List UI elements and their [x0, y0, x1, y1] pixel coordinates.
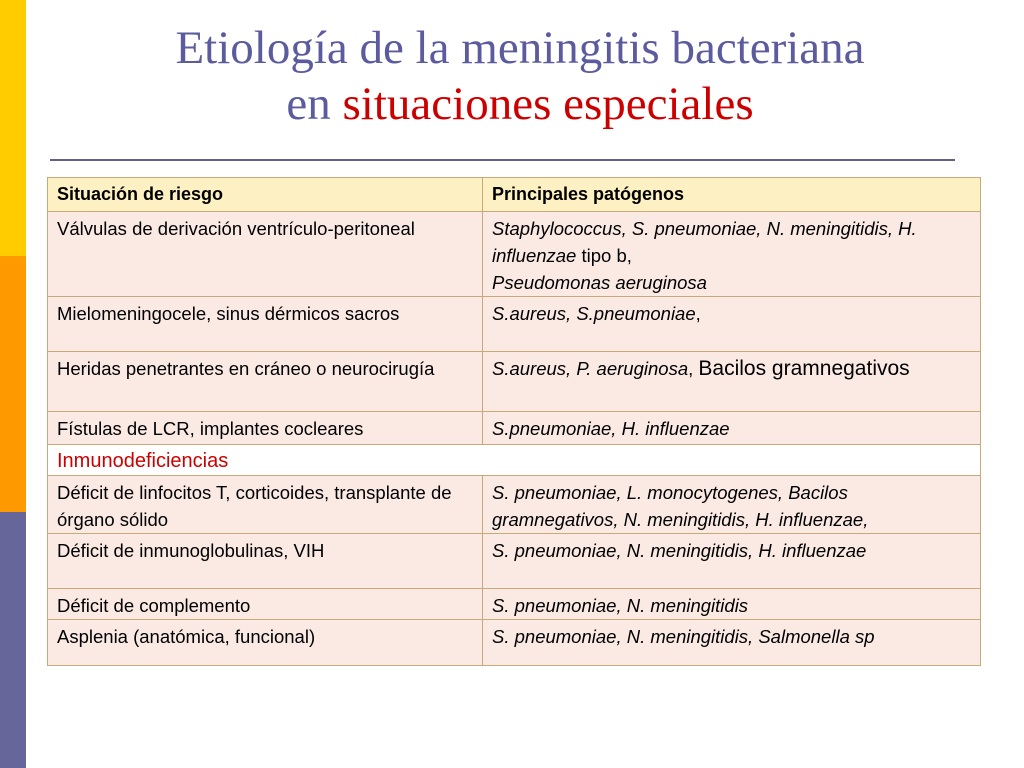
slide-sidebar-stripe	[0, 0, 26, 768]
cell-patogenos	[483, 297, 981, 352]
sidebar-stripe-yellow	[0, 0, 26, 256]
cell-situacion: Fístulas de LCR, implantes cocleares	[48, 412, 483, 445]
patogenos-note: ,	[695, 303, 701, 324]
patogenos-extra: Bacilos gramnegativos	[698, 357, 910, 380]
patogenos-note: tipo b,	[576, 245, 632, 266]
title-line-1: Etiología de la meningitis bacteriana	[175, 22, 865, 74]
sidebar-stripe-orange	[0, 256, 26, 512]
table-row	[48, 589, 981, 620]
section-row	[48, 445, 981, 476]
cell-patogenos	[483, 352, 981, 412]
table-header-row	[48, 178, 981, 212]
patogenos-extra: Pseudomonas aeruginosa	[492, 272, 707, 293]
title-line-2	[60, 76, 980, 132]
cell-situacion: Mielomeningocele, sinus dérmicos sacros	[48, 297, 483, 352]
title-highlight: situaciones especiales	[342, 78, 754, 130]
pathogen-table	[47, 177, 981, 666]
header-patogenos: Principales patógenos	[483, 178, 981, 212]
patogenos-main: S.aureus, P. aeruginosa	[492, 358, 689, 379]
cell-patogenos: S. pneumoniae, N. meningitidis	[483, 589, 981, 620]
cell-situacion: Déficit de complemento	[48, 589, 483, 620]
cell-patogenos: S. pneumoniae, N. meningitidis, H. influenzae	[483, 534, 981, 589]
cell-patogenos: S. pneumoniae, L. monocytogenes, Bacilos gramnegativos, N. meningitidis, H. influenzae,	[483, 476, 981, 534]
cell-situacion: Heridas penetrantes en cráneo o neurocirugía	[48, 352, 483, 412]
table-row	[48, 412, 981, 445]
slide-title	[60, 20, 980, 132]
cell-situacion: Asplenia (anatómica, funcional)	[48, 620, 483, 666]
cell-situacion: Déficit de inmunoglobulinas, VIH	[48, 534, 483, 589]
patogenos-main: Staphylococcus, S. pneumoniae, N. meningitidis, H. influenzae	[492, 218, 917, 266]
table-row	[48, 212, 981, 297]
table-row	[48, 352, 981, 412]
cell-situacion: Válvulas de derivación ventrículo-peritoneal	[48, 212, 483, 297]
title-divider	[50, 159, 955, 161]
cell-patogenos: S. pneumoniae, N. meningitidis, Salmonella sp	[483, 620, 981, 666]
patogenos-note: ,	[688, 358, 699, 379]
cell-situacion: Déficit de linfocitos T, corticoides, transplante de órgano sólido	[48, 476, 483, 534]
sidebar-stripe-purple	[0, 512, 26, 768]
table-row	[48, 534, 981, 589]
table-row	[48, 476, 981, 534]
cell-patogenos	[483, 212, 981, 297]
header-situacion: Situación de riesgo	[48, 178, 483, 212]
title-line-2-prefix: en	[286, 78, 343, 130]
table-row	[48, 297, 981, 352]
patogenos-main: S.aureus, S.pneumoniae	[492, 303, 696, 324]
table-row	[48, 620, 981, 666]
section-label: Inmunodeficiencias	[48, 445, 981, 476]
cell-patogenos: S.pneumoniae, H. influenzae	[483, 412, 981, 445]
